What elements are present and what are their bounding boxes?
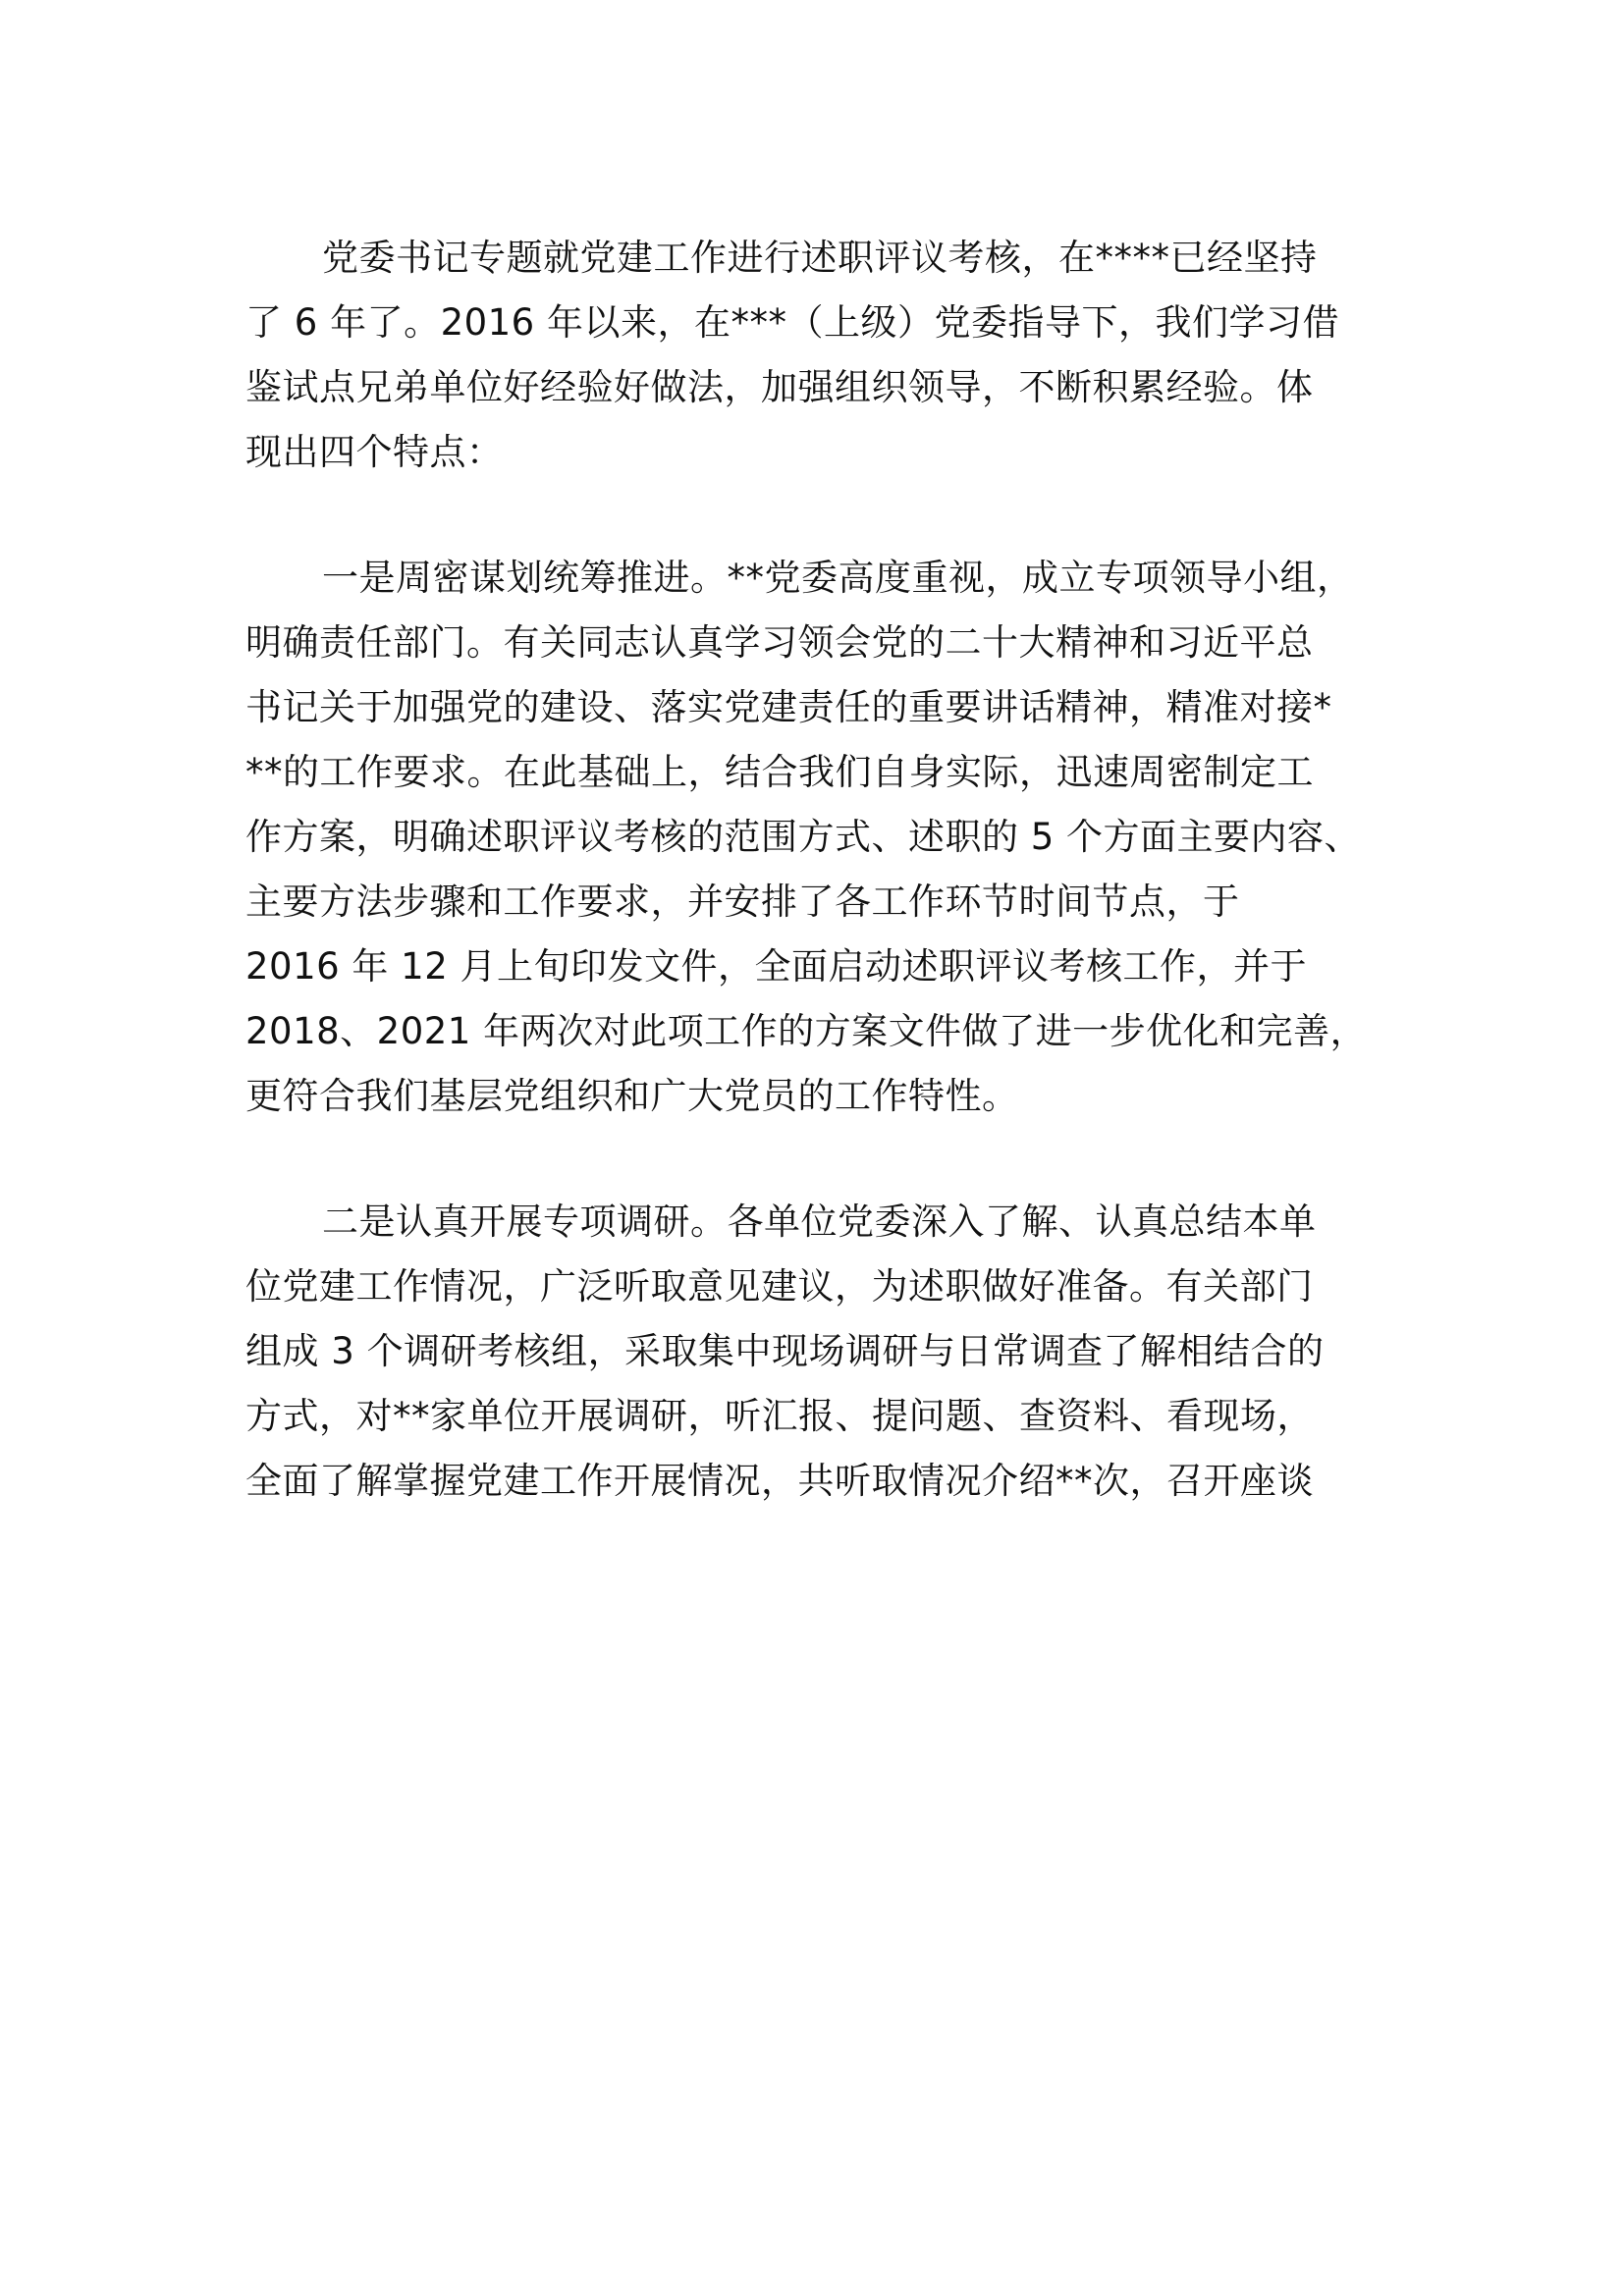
text-line: 二是认真开展专项调研。各单位党委深入了解、认真总结本单	[322, 1201, 1317, 1243]
text-line: 一是周密谋划统筹推进。**党委高度重视，成立专项领导小组，	[322, 557, 1354, 599]
paragraph-spacer	[245, 485, 1384, 546]
paragraph-spacer	[245, 1129, 1384, 1190]
paragraph-point-one	[245, 546, 1384, 1129]
text-line: 主要方法步骤和工作要求，并安排了各工作环节时间节点，于	[245, 881, 1240, 923]
text-line: 作方案，明确述职评议考核的范围方式、述职的 5 个方面主要内容、	[245, 816, 1362, 858]
paragraph-point-two	[245, 1190, 1384, 1514]
text-line: **的工作要求。在此基础上，结合我们自身实际，迅速周密制定工	[245, 751, 1314, 793]
paragraph-intro	[245, 226, 1384, 485]
document-body	[245, 226, 1384, 1514]
text-line: 组成 3 个调研考核组，采取集中现场调研与日常调查了解相结合的	[245, 1330, 1325, 1372]
text-line: 更符合我们基层党组织和广大党员的工作特性。	[245, 1075, 1019, 1117]
text-line: 党委书记专题就党建工作进行述职评议考核，在****已经坚持	[322, 237, 1318, 279]
text-line: 现出四个特点：	[245, 431, 504, 473]
text-line: 位党建工作情况，广泛听取意见建议，为述职做好准备。有关部门	[245, 1265, 1314, 1308]
text-line: 书记关于加强党的建设、落实党建责任的重要讲话精神，精准对接*	[245, 686, 1332, 728]
text-line: 方式，对**家单位开展调研，听汇报、提问题、查资料、看现场，	[245, 1395, 1314, 1437]
text-line: 全面了解掌握党建工作开展情况，共听取情况介绍**次，召开座谈	[245, 1460, 1314, 1502]
text-line: 2016 年 12 月上旬印发文件，全面启动述职评议考核工作，并于	[245, 945, 1308, 988]
text-line: 鉴试点兄弟单位好经验好做法，加强组织领导，不断积累经验。体	[245, 366, 1314, 408]
text-line: 2018、2021 年两次对此项工作的方案文件做了进一步优化和完善，	[245, 1010, 1368, 1052]
text-line: 了 6 年了。2016 年以来，在***（上级）党委指导下，我们学习借	[245, 301, 1339, 344]
text-line: 明确责任部门。有关同志认真学习领会党的二十大精神和习近平总	[245, 621, 1314, 664]
